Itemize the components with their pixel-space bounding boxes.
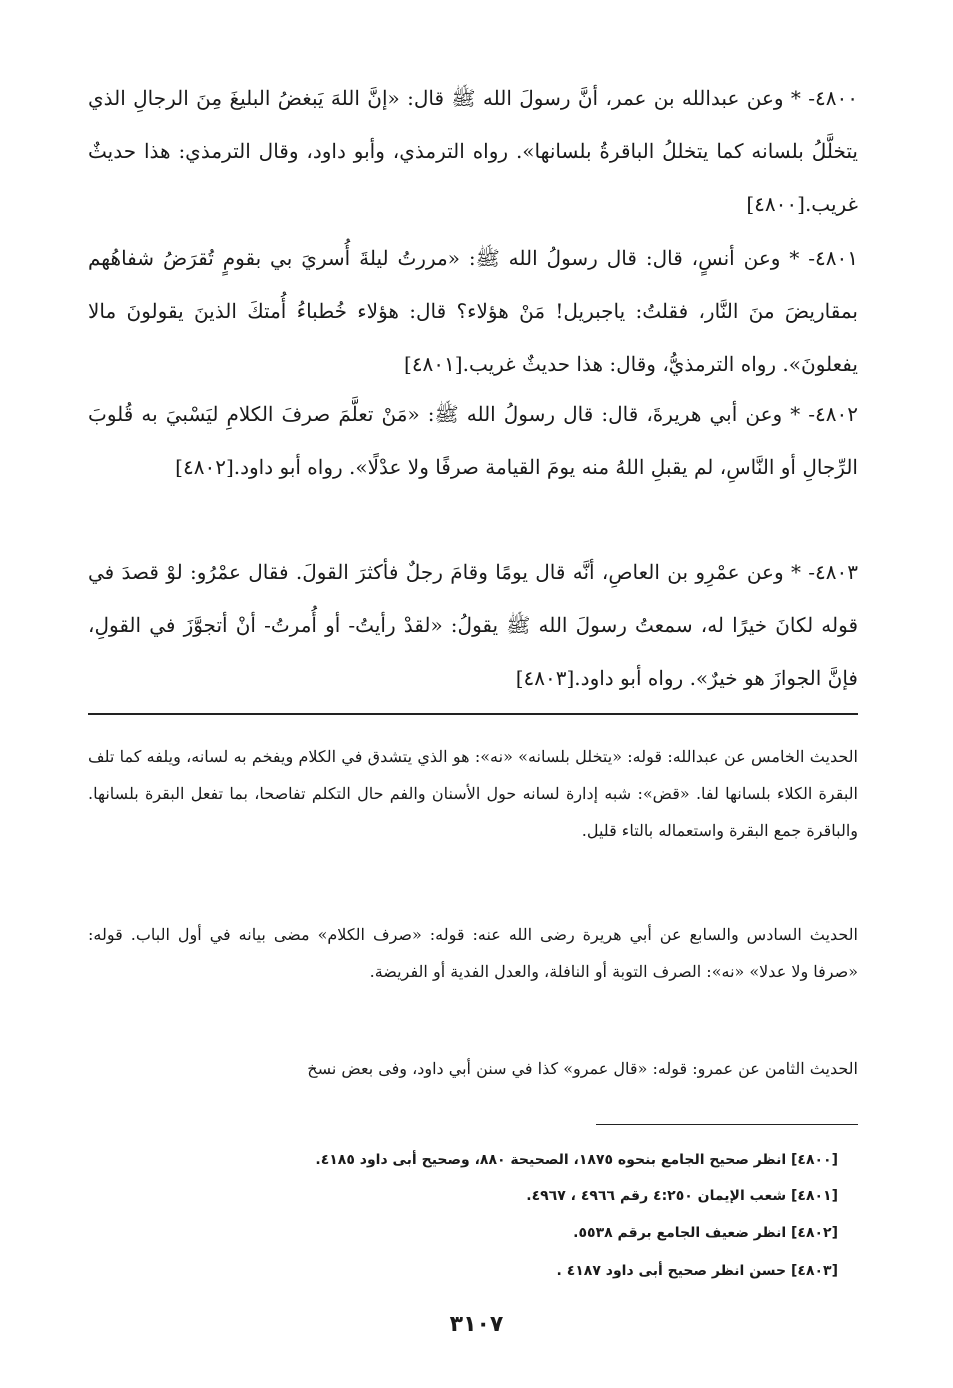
- commentary-paragraph: الحديث الخامس عن عبدالله: قوله: «يتخلل بلسانه» «نه»: هو الذي يتشدق في الكلام ويفخم به لسانه، ويلفه كما تلف البقرة الكلاء بلسانها لفا. «قض»: شبه إدارة لسانه حول الأسنان والفم حال التكلم تفاصحا، بما تفعل البقرة بلسانها. والباقرة جمع البقرة واستعماله بالتاء قليل.: [88, 747, 859, 840]
- hadith-4801: ٤٨٠١- * وعن أنسٍ، قال: قال رسولُ الله ﷺ: «مررتُ ليلةَ أُسريَ بي بقومٍ تُقرَضُ شفاهُهم بمقاريضَ منَ النَّار، فقلتُ: ياجبريل! مَنْ هؤلاء؟ قال: هؤلاء خُطباءُ أُمتكَ الذينَ يقولونَ مالا يفعلونَ». رواه الترمذيُّ، وقال: هذا حديثٌ غريب.[٤٨٠١]: [88, 246, 858, 376]
- footnote-divider: [596, 1124, 858, 1125]
- hadith-4802: ٤٨٠٢- * وعن أبي هريرةَ، قال: قال رسولُ الله ﷺ: «مَنْ تعلَّمَ صرفَ الكلامِ ليَسْبيَ به قُلوبَ الرِّجالِ أو النَّاسِ، لم يقبلِ اللهُ منه يومَ القيامة صرفًا ولا عدْلًا». رواه أبو داود.[٤٨٠٢]: [88, 402, 858, 479]
- hadith-4800: ٤٨٠٠- * وعن عبدالله بن عمر، أنَّ رسولَ الله ﷺ قال: «إنَّ اللهَ يَبغضُ البليغَ مِنَ الرجالِ الذي يتخلَّلُ بلسانه كما يتخللُ الباقرةُ بلسانها». رواه الترمذي، وأبو داود، وقال الترمذي: هذا حديثٌ غريب.[٤٨٠٠]: [88, 86, 858, 216]
- commentary-paragraph: الحديث السادس والسابع عن أبي هريرة رضى الله عنه: قوله: «صرف الكلام» مضى بيانه في أول الباب. قوله: «صرفا ولا عدلا» «نه»: الصرف التوبة أو النافلة، والعدل الفدية أو الفريضة.: [88, 925, 858, 981]
- section-divider: [88, 713, 858, 715]
- page-number: ٣١٠٧: [449, 1312, 504, 1337]
- footnote-4802: [٤٨٠٢] انظر ضعيف الجامع برقم ٥٥٣٨.: [573, 1225, 838, 1241]
- footnote-4803: [٤٨٠٣] حسن انظر صحيح أبى داود ٤١٨٧ .: [556, 1263, 838, 1279]
- commentary-paragraph: الحديث الثامن عن عمرو: قوله: «قال عمرو» كذا في سنن أبي داود، وفى بعض نسخ: [307, 1059, 858, 1078]
- hadith-4803: ٤٨٠٣- * وعن عمْرِو بن العاصِ، أنَّه قال يومًا وقامَ رجلٌ فأكثرَ القولَ. فقال عمْرُو: لوْ قصدَ في قوله لكانَ خيرًا له، سمعتُ رسولَ الله ﷺ يقولُ: «لقدْ رأيتُ- أو أُمرتُ- أنْ أتجوَّزَ في القولِ، فإنَّ الجوازَ هو خيرٌ». رواه أبو داود.[٤٨٠٣]: [88, 560, 858, 690]
- footnote-4800: [٤٨٠٠] انظر صحيح الجامع بنحوه ١٨٧٥، الصحيحة ٨٨٠، وصحيح أبى داود ٤١٨٥.: [315, 1152, 838, 1168]
- footnote-4801: [٤٨٠١] شعب الإيمان ٤:٢٥٠ رقم ٤٩٦٦ ، ٤٩٦٧.: [526, 1188, 838, 1204]
